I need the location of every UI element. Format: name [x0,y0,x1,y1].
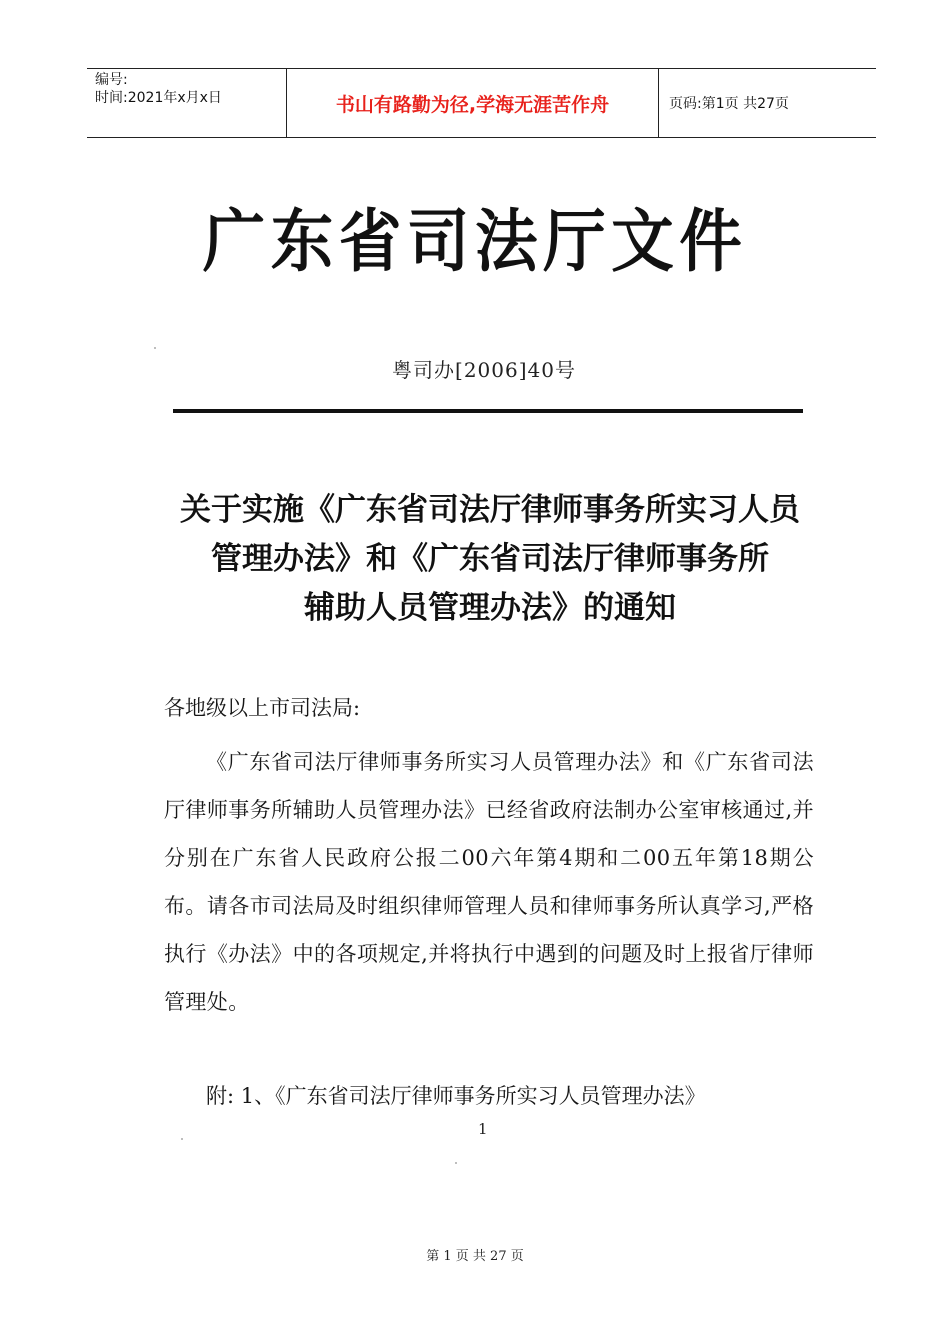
time-label: 时间:2021年x月x日 [95,90,222,106]
header-page-label: 页码:第1页 共27页 [669,96,789,112]
notice-title [120,486,860,633]
salutation: 各地级以上市司法局: [164,696,361,720]
title-divider [173,409,803,413]
document-header-table [87,68,876,138]
header-motto: 书山有路勤为径,学海无涯苦作舟 [287,69,659,137]
body-paragraph: 《广东省司法厅律师事务所实习人员管理办法》和《广东省司法厅律师事务所辅助人员管理办法》已经省政府法制办公室审核通过,并分别在广东省人民政府公报二00六年第4期和二00五年第18期公布。请各市司法局及时组织律师管理人员和律师事务所认真学习,严格执行《办法》中的各项规定,并将执行中遇到的问题及时上报省厅律师管理处。 [164,750,814,1014]
scan-speck [455,1162,457,1164]
footer-page-number: 第 1 页 共 27 页 [426,1249,524,1264]
scan-speck [181,1138,183,1140]
document-number: 粤司办[2006]40号 [392,358,576,382]
number-label: 编号: [95,72,128,88]
issuer-title: 广东省司法厅文件 [202,203,748,282]
scan-speck [154,347,156,349]
inner-page-number: 1 [478,1120,488,1138]
header-meta-cell [87,69,287,137]
notice-title-line: 关于实施《广东省司法厅律师事务所实习人员 [180,492,800,528]
notice-title-line: 辅助人员管理办法》的通知 [304,590,676,626]
notice-title-line: 管理办法》和《广东省司法厅律师事务所 [211,541,769,577]
attachment-line: 附: 1、《广东省司法厅律师事务所实习人员管理办法》 [206,1084,706,1108]
